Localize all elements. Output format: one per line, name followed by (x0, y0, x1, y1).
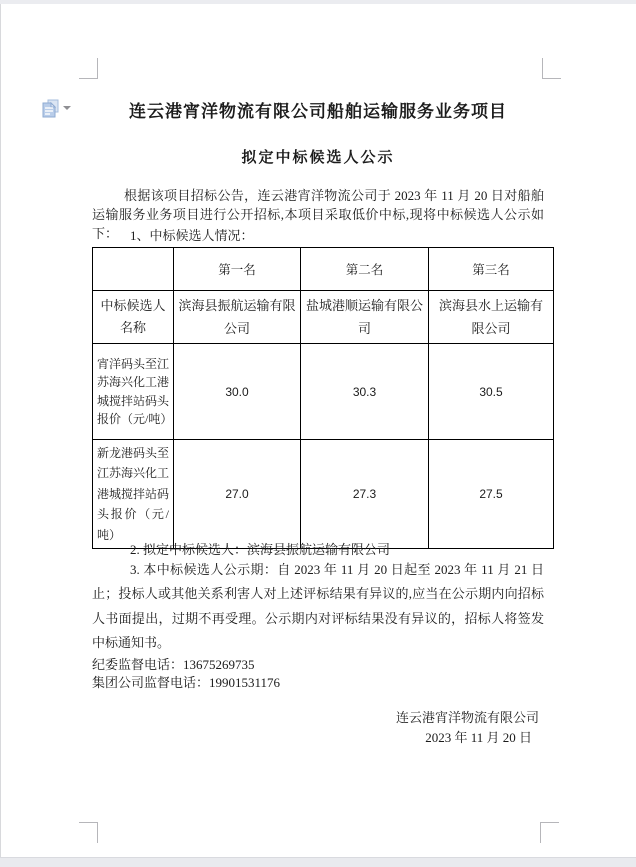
doc-subtitle: 拟定中标候选人公示 (241, 150, 395, 166)
signature-date: 2023 年 11 月 20 日 (425, 730, 532, 745)
candidate-2-name: 盐城港顺运输有限公司 (301, 291, 429, 344)
price-xiaoyang-2: 30.3 (301, 344, 429, 440)
margin-crop-mark-top-left (79, 58, 98, 79)
price-xinlonggang-1: 27.0 (174, 440, 301, 549)
row-label-candidate-name: 中标候选人名称 (93, 291, 174, 344)
margin-crop-mark-bottom-right (540, 822, 559, 843)
section-3-publicity-period: 3. 本中标候选人公示期：自 2023 年 11 月 20 日起至 2023 年 11 月 21 日止；投标人或其他关系利害人对上述评标结果有异议的,应当在公示期内向招标人书面提出，过期不再受理。公示期内对评标结果没有异议的，招标人将签发中标通知书。 (92, 562, 544, 650)
price-xiaoyang-1: 30.0 (174, 344, 301, 440)
table-header-cell-rank2: 第二名 (301, 248, 429, 291)
section-1-heading: 1、中标候选人情况： (130, 228, 254, 243)
viewport-top-gap (0, 0, 636, 4)
table-header-row (93, 248, 554, 291)
candidates-table (92, 247, 554, 549)
price-xinlonggang-2: 27.3 (301, 440, 429, 549)
supervision-phones (92, 656, 544, 691)
margin-crop-mark-top-right (542, 58, 561, 79)
discipline-phone-line: 纪委监督电话：13675269735 (92, 657, 255, 672)
margin-crop-mark-bottom-left (79, 822, 98, 843)
table-header-cell-rank3: 第三名 (429, 248, 554, 291)
signature-company: 连云港宵洋物流有限公司 (395, 710, 539, 725)
signature-block (92, 708, 544, 748)
table-header-cell-empty (93, 248, 174, 291)
intro-paragraph: 根据该项目招标公告，连云港宵洋物流公司于 2023 年 11 月 20 日对船舶运输服务业务项目进行公开招标,本项目采取低价中标,现将中标候选人公示如下： (92, 188, 544, 241)
viewport-bottom-gap (0, 857, 636, 867)
table-row-price-xinlonggang (93, 440, 554, 549)
table-row-candidate-names (93, 291, 554, 344)
candidate-1-name: 滨海县振航运输有限公司 (174, 291, 301, 344)
row-label-xinlonggang-route: 新龙港码头至江苏海兴化工港城搅拌站码头报价（元/吨） (93, 440, 174, 549)
page-left-edge (0, 4, 1, 857)
price-xinlonggang-3: 27.5 (429, 440, 554, 549)
group-phone-line: 集团公司监督电话：19901531176 (92, 674, 281, 690)
price-xiaoyang-3: 30.5 (429, 344, 554, 440)
section-2-proposed-winner: 2. 拟定中标候选人：滨海县振航运输有限公司 (130, 542, 391, 557)
doc-title: 连云港宵洋物流有限公司船舶运输服务业务项目 (129, 102, 507, 121)
candidate-3-name: 滨海县水上运输有限公司 (429, 291, 554, 344)
table-row-price-xiaoyang (93, 344, 554, 440)
row-label-xiaoyang-route: 宵洋码头至江苏海兴化工港城搅拌站码头报价（元/吨） (93, 344, 174, 440)
table-header-cell-rank1: 第一名 (174, 248, 301, 291)
